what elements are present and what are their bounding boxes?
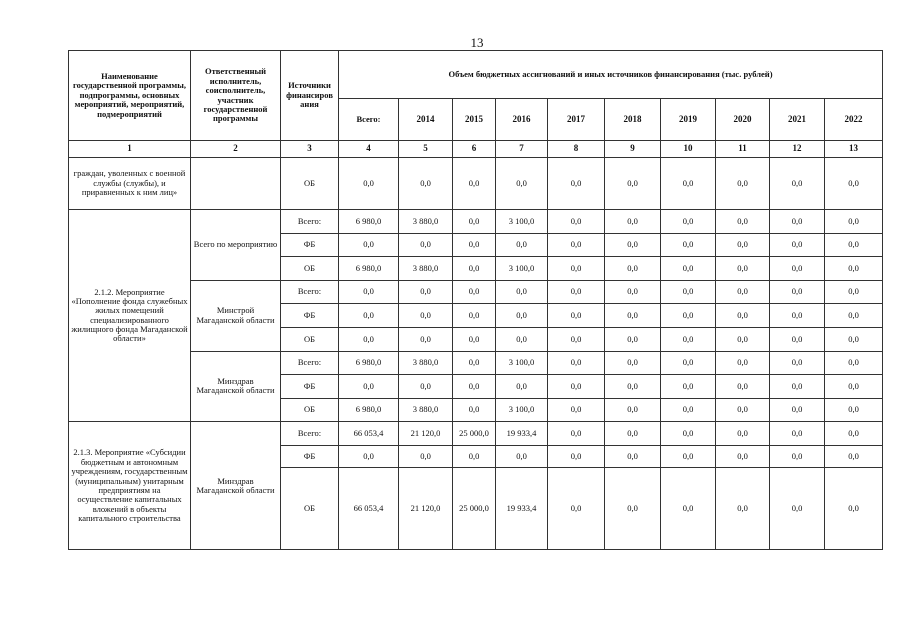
responsible-cell: Минстрой Магаданской области bbox=[191, 280, 281, 351]
measure-name-carryover: граждан, уволенных с военной службы (службы), и приравненных к ним лиц» bbox=[69, 158, 191, 210]
value-cell: 0,0 bbox=[548, 158, 605, 210]
value-cell: 0,0 bbox=[661, 233, 716, 257]
value-cell: 0,0 bbox=[661, 327, 716, 351]
column-number: 12 bbox=[770, 141, 825, 158]
header-year: 2020 bbox=[716, 99, 770, 141]
value-cell: 0,0 bbox=[661, 158, 716, 210]
header-total: Всего: bbox=[339, 99, 399, 141]
value-cell: 0,0 bbox=[716, 304, 770, 328]
value-cell: 3 100,0 bbox=[496, 398, 548, 422]
source-cell: ФБ bbox=[281, 375, 339, 399]
value-cell: 0,0 bbox=[605, 304, 661, 328]
value-cell: 0,0 bbox=[716, 468, 770, 550]
value-cell: 0,0 bbox=[716, 351, 770, 375]
value-cell: 0,0 bbox=[496, 327, 548, 351]
table-row bbox=[69, 280, 883, 304]
value-cell: 0,0 bbox=[661, 422, 716, 446]
value-cell: 0,0 bbox=[825, 304, 883, 328]
value-cell: 25 000,0 bbox=[453, 468, 496, 550]
source-cell: ОБ bbox=[281, 468, 339, 550]
value-cell: 3 100,0 bbox=[496, 257, 548, 281]
column-number: 4 bbox=[339, 141, 399, 158]
value-cell: 0,0 bbox=[825, 422, 883, 446]
responsible-cell: Всего по мероприятию bbox=[191, 210, 281, 281]
value-cell: 0,0 bbox=[399, 233, 453, 257]
value-cell: 0,0 bbox=[496, 304, 548, 328]
value-cell: 0,0 bbox=[399, 304, 453, 328]
value-cell: 0,0 bbox=[548, 351, 605, 375]
value-cell: 6 980,0 bbox=[339, 351, 399, 375]
value-cell: 0,0 bbox=[770, 351, 825, 375]
value-cell: 0,0 bbox=[548, 257, 605, 281]
value-cell: 25 000,0 bbox=[453, 422, 496, 446]
value-cell: 0,0 bbox=[548, 422, 605, 446]
value-cell: 3 880,0 bbox=[399, 351, 453, 375]
source-cell: ФБ bbox=[281, 446, 339, 468]
value-cell: 0,0 bbox=[605, 468, 661, 550]
value-cell: 3 880,0 bbox=[399, 398, 453, 422]
column-number: 2 bbox=[191, 141, 281, 158]
value-cell: 0,0 bbox=[825, 468, 883, 550]
value-cell: 0,0 bbox=[453, 158, 496, 210]
value-cell: 6 980,0 bbox=[339, 257, 399, 281]
value-cell: 0,0 bbox=[605, 375, 661, 399]
value-cell: 0,0 bbox=[661, 304, 716, 328]
header-year: 2015 bbox=[453, 99, 496, 141]
value-cell: 0,0 bbox=[605, 422, 661, 446]
value-cell: 0,0 bbox=[770, 304, 825, 328]
column-number: 5 bbox=[399, 141, 453, 158]
value-cell: 0,0 bbox=[399, 375, 453, 399]
value-cell: 0,0 bbox=[716, 422, 770, 446]
value-cell: 0,0 bbox=[339, 304, 399, 328]
value-cell: 21 120,0 bbox=[399, 468, 453, 550]
value-cell: 0,0 bbox=[661, 280, 716, 304]
value-cell: 0,0 bbox=[716, 210, 770, 234]
value-cell: 0,0 bbox=[825, 398, 883, 422]
responsible-cell: Минздрав Магаданской области bbox=[191, 351, 281, 422]
column-number: 10 bbox=[661, 141, 716, 158]
value-cell: 3 880,0 bbox=[399, 210, 453, 234]
value-cell: 0,0 bbox=[661, 446, 716, 468]
value-cell: 0,0 bbox=[661, 351, 716, 375]
value-cell: 0,0 bbox=[605, 398, 661, 422]
value-cell: 0,0 bbox=[399, 158, 453, 210]
value-cell: 0,0 bbox=[339, 375, 399, 399]
value-cell: 66 053,4 bbox=[339, 468, 399, 550]
source-cell: Всего: bbox=[281, 280, 339, 304]
value-cell: 0,0 bbox=[453, 327, 496, 351]
value-cell: 0,0 bbox=[605, 280, 661, 304]
value-cell: 0,0 bbox=[496, 158, 548, 210]
value-cell: 0,0 bbox=[339, 446, 399, 468]
column-number-row bbox=[69, 141, 883, 158]
value-cell: 0,0 bbox=[661, 468, 716, 550]
value-cell: 0,0 bbox=[548, 280, 605, 304]
header-year: 2017 bbox=[548, 99, 605, 141]
header-year: 2022 bbox=[825, 99, 883, 141]
value-cell: 0,0 bbox=[548, 304, 605, 328]
value-cell: 0,0 bbox=[770, 280, 825, 304]
value-cell: 0,0 bbox=[770, 468, 825, 550]
measure-name-212: 2.1.2. Мероприятие «Пополнение фонда служебных жилых помещений специализированного жилищного фонда Магаданской области» bbox=[69, 210, 191, 422]
value-cell: 0,0 bbox=[496, 375, 548, 399]
value-cell: 0,0 bbox=[825, 375, 883, 399]
value-cell: 0,0 bbox=[770, 422, 825, 446]
value-cell: 0,0 bbox=[605, 233, 661, 257]
column-number: 9 bbox=[605, 141, 661, 158]
value-cell: 0,0 bbox=[661, 210, 716, 234]
value-cell: 0,0 bbox=[548, 446, 605, 468]
value-cell: 0,0 bbox=[496, 280, 548, 304]
value-cell: 0,0 bbox=[453, 210, 496, 234]
value-cell: 0,0 bbox=[661, 398, 716, 422]
value-cell: 0,0 bbox=[548, 327, 605, 351]
measure-213-body bbox=[69, 422, 883, 550]
value-cell: 0,0 bbox=[605, 446, 661, 468]
value-cell: 66 053,4 bbox=[339, 422, 399, 446]
column-number: 13 bbox=[825, 141, 883, 158]
value-cell: 6 980,0 bbox=[339, 398, 399, 422]
header-responsible: Ответственный исполнитель, соисполнитель, участник государственной программы bbox=[191, 51, 281, 141]
value-cell: 0,0 bbox=[399, 327, 453, 351]
value-cell: 0,0 bbox=[716, 257, 770, 281]
value-cell: 0,0 bbox=[496, 233, 548, 257]
source-cell: Всего: bbox=[281, 422, 339, 446]
value-cell: 0,0 bbox=[453, 257, 496, 281]
value-cell: 0,0 bbox=[825, 257, 883, 281]
header-year: 2018 bbox=[605, 99, 661, 141]
value-cell: 0,0 bbox=[453, 304, 496, 328]
value-cell: 0,0 bbox=[716, 375, 770, 399]
value-cell: 19 933,4 bbox=[496, 468, 548, 550]
value-cell: 0,0 bbox=[496, 446, 548, 468]
value-cell: 0,0 bbox=[770, 327, 825, 351]
value-cell: 0,0 bbox=[605, 257, 661, 281]
value-cell: 0,0 bbox=[399, 446, 453, 468]
measure-name-213: 2.1.3. Мероприятие «Субсидии бюджетным и автономным учреждениям, государственным (муниципальным) унитарным предприятиям на осуществление капитальных вложений в объекты капитального строительства bbox=[69, 422, 191, 550]
value-cell: 0,0 bbox=[825, 351, 883, 375]
value-cell: 21 120,0 bbox=[399, 422, 453, 446]
value-cell: 0,0 bbox=[716, 446, 770, 468]
source-cell: ФБ bbox=[281, 304, 339, 328]
value-cell: 0,0 bbox=[770, 210, 825, 234]
value-cell: 0,0 bbox=[825, 233, 883, 257]
source-cell: ОБ bbox=[281, 158, 339, 210]
value-cell: 0,0 bbox=[605, 158, 661, 210]
value-cell: 0,0 bbox=[825, 158, 883, 210]
value-cell: 0,0 bbox=[716, 327, 770, 351]
value-cell: 19 933,4 bbox=[496, 422, 548, 446]
header-year: 2014 bbox=[399, 99, 453, 141]
measure-212-body bbox=[69, 210, 883, 422]
value-cell: 0,0 bbox=[716, 233, 770, 257]
value-cell: 0,0 bbox=[548, 233, 605, 257]
header-year: 2019 bbox=[661, 99, 716, 141]
value-cell: 0,0 bbox=[770, 446, 825, 468]
value-cell: 0,0 bbox=[825, 210, 883, 234]
value-cell: 0,0 bbox=[453, 351, 496, 375]
header-name: Наименование государственной программы, подпрограммы, основных мероприятий, мероприятий, подмероприятий bbox=[69, 51, 191, 141]
value-cell: 0,0 bbox=[548, 468, 605, 550]
column-number: 3 bbox=[281, 141, 339, 158]
value-cell: 3 100,0 bbox=[496, 210, 548, 234]
source-cell: ФБ bbox=[281, 233, 339, 257]
responsible-cell: Минздрав Магаданской области bbox=[191, 422, 281, 550]
value-cell: 3 880,0 bbox=[399, 257, 453, 281]
table-row bbox=[69, 210, 883, 234]
column-number: 8 bbox=[548, 141, 605, 158]
value-cell: 0,0 bbox=[453, 398, 496, 422]
value-cell: 0,0 bbox=[548, 398, 605, 422]
source-cell: ОБ bbox=[281, 257, 339, 281]
value-cell: 0,0 bbox=[453, 375, 496, 399]
value-cell: 0,0 bbox=[825, 280, 883, 304]
source-cell: Всего: bbox=[281, 210, 339, 234]
table-row bbox=[69, 351, 883, 375]
value-cell: 0,0 bbox=[605, 351, 661, 375]
column-number: 1 bbox=[69, 141, 191, 158]
value-cell: 0,0 bbox=[399, 280, 453, 304]
value-cell: 0,0 bbox=[548, 210, 605, 234]
value-cell: 3 100,0 bbox=[496, 351, 548, 375]
header-funding-group: Объем бюджетных ассигнований и иных источников финансирования (тыс. рублей) bbox=[339, 51, 883, 99]
value-cell: 0,0 bbox=[716, 398, 770, 422]
table-row bbox=[69, 422, 883, 446]
value-cell: 0,0 bbox=[453, 280, 496, 304]
value-cell: 0,0 bbox=[770, 233, 825, 257]
value-cell: 0,0 bbox=[770, 158, 825, 210]
value-cell: 0,0 bbox=[605, 327, 661, 351]
value-cell: 0,0 bbox=[453, 233, 496, 257]
value-cell: 0,0 bbox=[770, 375, 825, 399]
table-row bbox=[69, 158, 883, 210]
value-cell: 0,0 bbox=[716, 280, 770, 304]
responsible-empty bbox=[191, 158, 281, 210]
value-cell: 0,0 bbox=[339, 280, 399, 304]
value-cell: 0,0 bbox=[339, 233, 399, 257]
value-cell: 0,0 bbox=[716, 158, 770, 210]
column-number: 7 bbox=[496, 141, 548, 158]
header-source: Источники финансиров ания bbox=[281, 51, 339, 141]
header-year: 2016 bbox=[496, 99, 548, 141]
value-cell: 0,0 bbox=[548, 375, 605, 399]
value-cell: 0,0 bbox=[339, 158, 399, 210]
source-cell: ОБ bbox=[281, 398, 339, 422]
page-number: 13 bbox=[470, 35, 484, 50]
value-cell: 0,0 bbox=[661, 257, 716, 281]
value-cell: 0,0 bbox=[339, 327, 399, 351]
value-cell: 0,0 bbox=[661, 375, 716, 399]
value-cell: 6 980,0 bbox=[339, 210, 399, 234]
column-number: 11 bbox=[716, 141, 770, 158]
header-year: 2021 bbox=[770, 99, 825, 141]
budget-table bbox=[68, 50, 883, 550]
value-cell: 0,0 bbox=[770, 398, 825, 422]
value-cell: 0,0 bbox=[825, 327, 883, 351]
value-cell: 0,0 bbox=[825, 446, 883, 468]
value-cell: 0,0 bbox=[770, 257, 825, 281]
value-cell: 0,0 bbox=[453, 446, 496, 468]
source-cell: ОБ bbox=[281, 327, 339, 351]
value-cell: 0,0 bbox=[605, 210, 661, 234]
column-number: 6 bbox=[453, 141, 496, 158]
source-cell: Всего: bbox=[281, 351, 339, 375]
